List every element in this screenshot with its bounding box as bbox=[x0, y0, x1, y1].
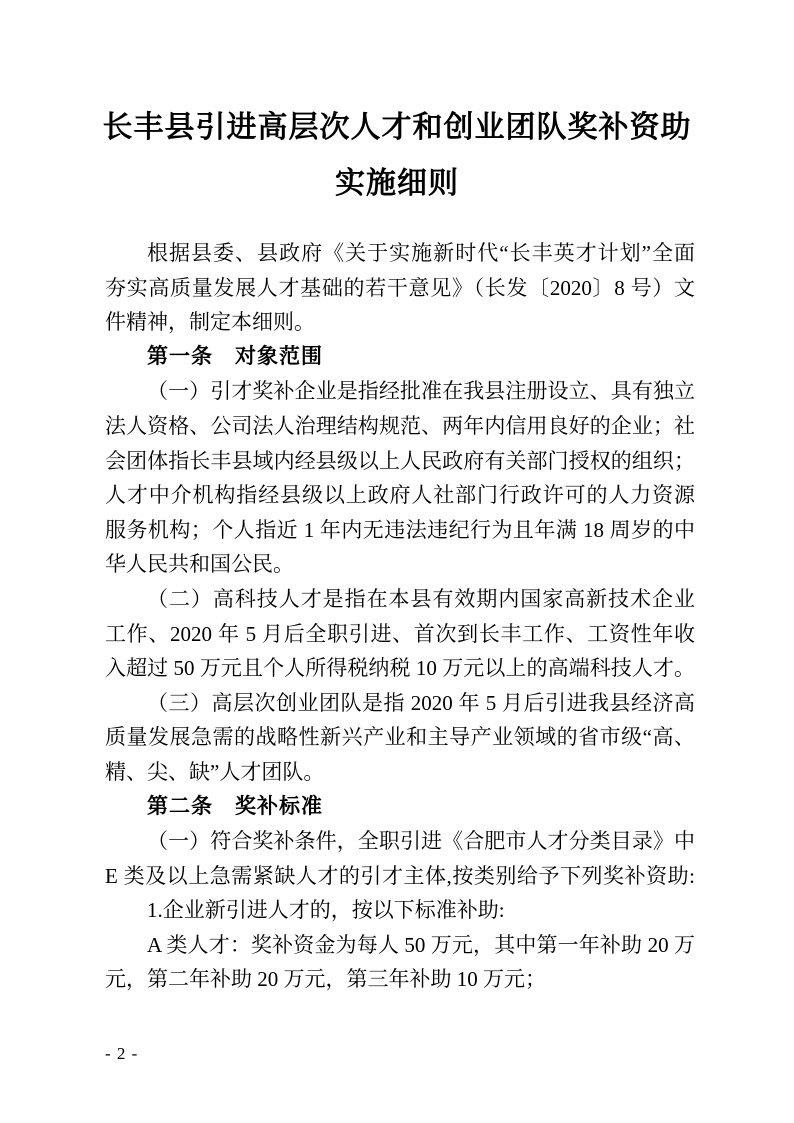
text-line: 华人民共和国公民。 bbox=[105, 552, 294, 577]
text-line: （三）高层次创业团队是指 2020 年 5 月后引进我县经济高 bbox=[147, 690, 695, 715]
text-line: （二）高科技人才是指在本县有效期内国家高新技术企业 bbox=[147, 586, 695, 611]
text-line: 工作、2020 年 5 月后全职引进、首次到长丰工作、工资性年收 bbox=[105, 621, 695, 646]
text-line: （一）符合奖补条件，全职引进《合肥市人才分类目录》中 bbox=[147, 829, 695, 854]
page-number: - 2 - bbox=[105, 1044, 139, 1063]
text-line: 夯实高质量发展人才基础的若干意见》（长发〔2020〕8 号）文 bbox=[105, 275, 695, 300]
text-line: 会团体指长丰县域内经县级以上人民政府有关部门授权的组织； bbox=[105, 448, 695, 473]
document-title-line-2: 实施细则 bbox=[335, 167, 459, 200]
text-line: A 类人才：奖补资金为每人 50 万元，其中第一年补助 20 万 bbox=[147, 932, 695, 957]
text-line: 质量发展急需的战略性新兴产业和主导产业领域的省市级“高、 bbox=[105, 725, 695, 750]
text-line: 入超过 50 万元且个人所得税纳税 10 万元以上的高端科技人才。 bbox=[105, 656, 695, 681]
text-line: 元，第二年补助 20 万元，第三年补助 10 万元； bbox=[105, 967, 546, 992]
document-title bbox=[60, 100, 734, 212]
text-line: 法人资格、公司法人治理结构规范、两年内信用良好的企业；社 bbox=[105, 413, 695, 438]
text-line: 1.企业新引进人才的，按以下标准补助: bbox=[147, 898, 505, 923]
text-line: 服务机构；个人指近 1 年内无违法违纪行为且年满 18 周岁的中 bbox=[105, 517, 695, 542]
document-title-line-1: 长丰县引进高层次人才和创业团队奖补资助 bbox=[102, 111, 692, 144]
text-line: 人才中介机构指经县级以上政府人社部门行政许可的人力资源 bbox=[105, 483, 695, 508]
text-line: 件精神，制定本细则。 bbox=[105, 310, 315, 335]
text-line: 根据县委、县政府《关于实施新时代“长丰英才计划”全面 bbox=[147, 241, 695, 265]
document-body bbox=[105, 236, 695, 997]
text-line: E 类及以上急需紧缺人才的引才主体,按类别给予下列奖补资助: bbox=[105, 863, 695, 888]
section-heading-line: 第一条 对象范围 bbox=[147, 344, 323, 368]
page-number-footer bbox=[105, 1044, 138, 1064]
section-heading-line: 第二条 奖补标准 bbox=[147, 794, 323, 818]
text-line: 精、尖、缺”人才团队。 bbox=[105, 759, 325, 784]
text-line: （一）引才奖补企业是指经批准在我县注册设立、具有独立 bbox=[147, 379, 695, 404]
